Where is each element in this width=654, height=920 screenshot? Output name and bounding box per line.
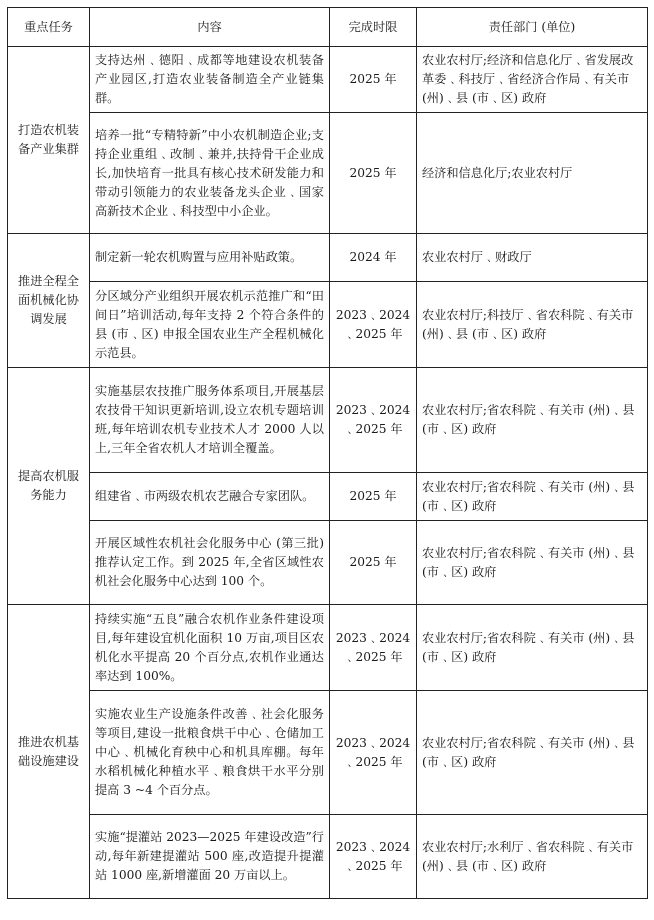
table-row — [8, 521, 648, 605]
task-cell: 推进农机基础设施建设 — [8, 605, 90, 899]
task-cell: 提高农机服务能力 — [8, 368, 90, 605]
header-dept: 责任部门 (单位) — [417, 8, 648, 47]
table-header-row — [8, 8, 648, 47]
dept-cell: 农业农村厅;省农科院﹑有关市 (州)﹑县 (市﹑区) 政府 — [417, 691, 648, 815]
task-cell: 推进全程全面机械化协调发展 — [8, 234, 90, 368]
dept-cell: 经济和信息化厅;农业农村厅 — [417, 113, 648, 234]
content-cell: 组建省﹑市两级农机农艺融合专家团队。 — [90, 473, 330, 521]
dept-cell: 农业农村厅;省农科院﹑有关市 (州)﹑县 (市﹑区) 政府 — [417, 521, 648, 605]
table-row — [8, 815, 648, 899]
dept-cell: 农业农村厅;省农科院﹑有关市 (州)﹑县 (市﹑区) 政府 — [417, 605, 648, 691]
deadline-cell: 2025 年 — [330, 521, 417, 605]
table-row — [8, 113, 648, 234]
header-content: 内容 — [90, 8, 330, 47]
deadline-cell: 2023﹑2024﹑2025 年 — [330, 605, 417, 691]
deadline-cell: 2025 年 — [330, 473, 417, 521]
dept-cell: 农业农村厅;经济和信息化厅﹑省发展改革委﹑科技厅﹑省经济合作局﹑有关市 (州)﹑县 (市﹑区) 政府 — [417, 47, 648, 113]
deadline-cell: 2025 年 — [330, 113, 417, 234]
deadline-cell: 2025 年 — [330, 47, 417, 113]
dept-cell: 农业农村厅﹑财政厅 — [417, 234, 648, 282]
content-cell: 开展区域性农机社会化服务中心 (第三批) 推荐认定工作。到 2025 年,全省区域性农机社会化服务中心达到 100 个。 — [90, 521, 330, 605]
content-cell: 持续实施“五良”融合农机作业条件建设项目,每年建设宜机化面积 10 万亩,项目区农机化水平提高 20 个百分点,农机作业通达率达到 100%。 — [90, 605, 330, 691]
table-row — [8, 282, 648, 368]
task-table — [7, 7, 648, 899]
deadline-cell: 2023﹑2024﹑2025 年 — [330, 691, 417, 815]
deadline-cell: 2024 年 — [330, 234, 417, 282]
content-cell: 实施基层农技推广服务体系项目,开展基层农技骨干知识更新培训,设立农机专题培训班,每年培训农机专业技术人才 2000 人以上,三年全省农机人才培训全覆盖。 — [90, 368, 330, 473]
dept-cell: 农业农村厅;科技厅﹑省农科院﹑有关市 (州)﹑县 (市﹑区) 政府 — [417, 282, 648, 368]
content-cell: 实施“提灌站 2023—2025 年建设改造”行动,每年新建提灌站 500 座,改造提升提灌站 1000 座,新增灌面 20 万亩以上。 — [90, 815, 330, 899]
dept-cell: 农业农村厅;省农科院﹑有关市 (州)﹑县 (市﹑区) 政府 — [417, 368, 648, 473]
table-row — [8, 47, 648, 113]
table-row — [8, 605, 648, 691]
table-row — [8, 691, 648, 815]
deadline-cell: 2023﹑2024﹑2025 年 — [330, 282, 417, 368]
table-row — [8, 473, 648, 521]
content-cell: 支持达州﹑德阳﹑成都等地建设农机装备产业园区,打造农业装备制造全产业链集群。 — [90, 47, 330, 113]
table-row — [8, 234, 648, 282]
table-row — [8, 368, 648, 473]
header-task: 重点任务 — [8, 8, 90, 47]
task-cell: 打造农机装备产业集群 — [8, 47, 90, 234]
deadline-cell: 2023﹑2024﹑2025 年 — [330, 815, 417, 899]
dept-cell: 农业农村厅;水利厅﹑省农科院﹑有关市 (州)﹑县 (市﹑区) 政府 — [417, 815, 648, 899]
header-deadline: 完成时限 — [330, 8, 417, 47]
content-cell: 分区域分产业组织开展农机示范推广和“田间日”培训活动,每年支持 2 个符合条件的县 (市﹑区) 申报全国农业生产全程机械化示范县。 — [90, 282, 330, 368]
deadline-cell: 2023﹑2024﹑2025 年 — [330, 368, 417, 473]
content-cell: 培养一批“专精特新”中小农机制造企业;支持企业重组﹑改制﹑兼并,扶持骨干企业成长,加快培育一批具有核心技术研发能力和带动引领能力的农业装备龙头企业﹑国家高新技术企业﹑科技型中小企业。 — [90, 113, 330, 234]
content-cell: 制定新一轮农机购置与应用补贴政策。 — [90, 234, 330, 282]
content-cell: 实施农业生产设施条件改善﹑社会化服务等项目,建设一批粮食烘干中心﹑仓储加工中心﹑机械化育秧中心和机具库棚。每年水稻机械化种植水平﹑粮食烘干水平分别提高 3 ~4 个百分点。 — [90, 691, 330, 815]
dept-cell: 农业农村厅;省农科院﹑有关市 (州)﹑县 (市﹑区) 政府 — [417, 473, 648, 521]
